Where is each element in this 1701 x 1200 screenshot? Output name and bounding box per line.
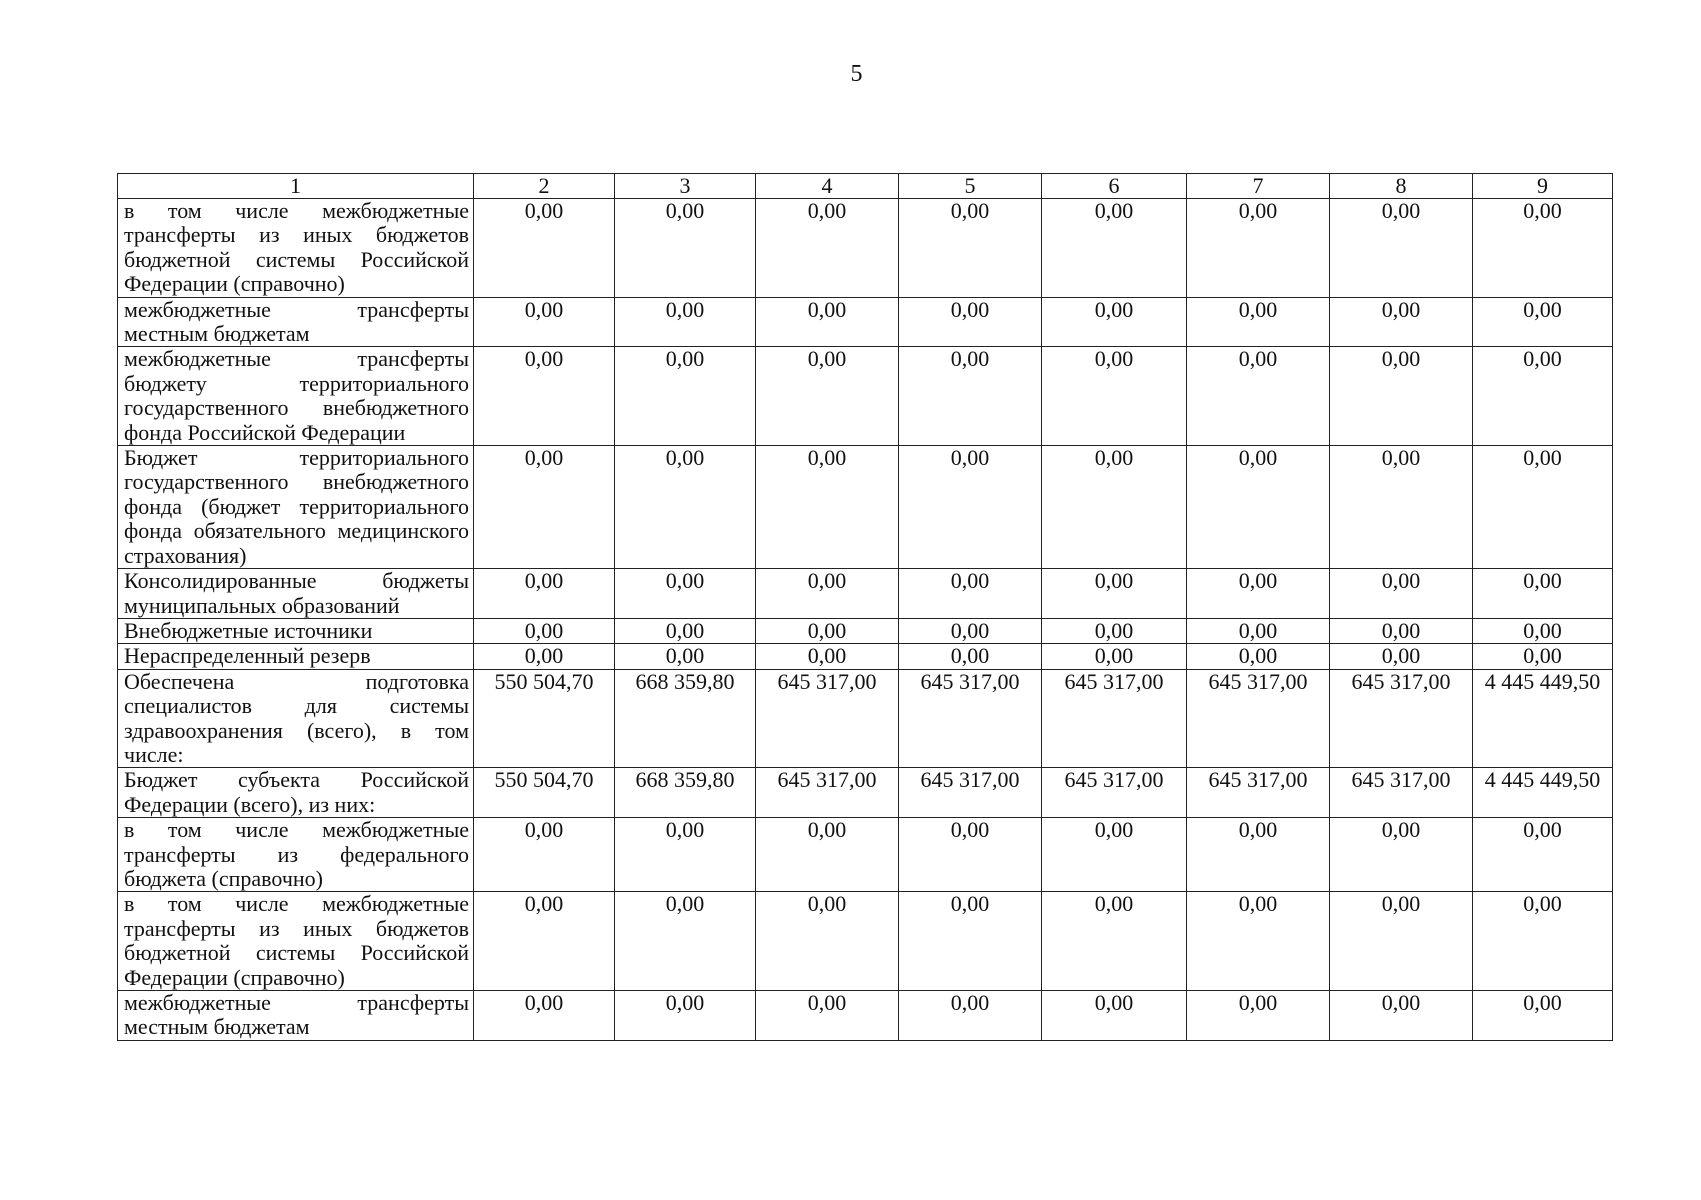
cell-value: 0,00 xyxy=(615,569,756,619)
cell-value: 0,00 xyxy=(756,347,899,446)
cell-value: 0,00 xyxy=(1187,297,1330,347)
table-row xyxy=(118,446,1613,569)
table-body xyxy=(118,199,1613,1041)
cell-value: 0,00 xyxy=(615,892,756,991)
cell-value: 0,00 xyxy=(615,618,756,643)
cell-value: 0,00 xyxy=(615,199,756,298)
column-header: 8 xyxy=(1330,174,1473,199)
cell-value: 0,00 xyxy=(756,297,899,347)
cell-value: 0,00 xyxy=(474,297,615,347)
cell-value: 0,00 xyxy=(1330,618,1473,643)
cell-value: 0,00 xyxy=(1042,569,1187,619)
cell-value: 0,00 xyxy=(1473,297,1613,347)
row-label: в том числе межбюджетные трансферты из иных бюджетов бюджетной системы Российской Федерации (справочно) xyxy=(118,892,474,991)
cell-value: 645 317,00 xyxy=(756,768,899,818)
cell-value: 0,00 xyxy=(756,446,899,569)
cell-value: 0,00 xyxy=(756,644,899,669)
cell-value: 0,00 xyxy=(756,199,899,298)
cell-value: 0,00 xyxy=(1042,818,1187,892)
cell-value: 0,00 xyxy=(1330,991,1473,1041)
cell-value: 0,00 xyxy=(1187,347,1330,446)
cell-value: 645 317,00 xyxy=(899,669,1042,768)
table-row xyxy=(118,644,1613,669)
cell-value: 0,00 xyxy=(1330,199,1473,298)
cell-value: 550 504,70 xyxy=(474,669,615,768)
cell-value: 0,00 xyxy=(1042,618,1187,643)
row-label: Бюджет территориального государственного внебюджетного фонда (бюджет территориального фонда обязательного медицинского страхования) xyxy=(118,446,474,569)
cell-value: 0,00 xyxy=(474,446,615,569)
table-row xyxy=(118,768,1613,818)
table-row xyxy=(118,818,1613,892)
cell-value: 0,00 xyxy=(1187,618,1330,643)
row-label: в том числе межбюджетные трансферты из иных бюджетов бюджетной системы Российской Федерации (справочно) xyxy=(118,199,474,298)
cell-value: 0,00 xyxy=(756,991,899,1041)
cell-value: 0,00 xyxy=(474,644,615,669)
cell-value: 0,00 xyxy=(1042,644,1187,669)
cell-value: 0,00 xyxy=(1042,991,1187,1041)
cell-value: 0,00 xyxy=(1187,446,1330,569)
cell-value: 0,00 xyxy=(1473,818,1613,892)
cell-value: 0,00 xyxy=(899,446,1042,569)
cell-value: 0,00 xyxy=(1473,446,1613,569)
cell-value: 0,00 xyxy=(1330,446,1473,569)
cell-value: 0,00 xyxy=(899,199,1042,298)
column-header: 6 xyxy=(1042,174,1187,199)
cell-value: 0,00 xyxy=(899,347,1042,446)
table-row xyxy=(118,892,1613,991)
cell-value: 0,00 xyxy=(1042,446,1187,569)
row-label: в том числе межбюджетные трансферты из федерального бюджета (справочно) xyxy=(118,818,474,892)
cell-value: 4 445 449,50 xyxy=(1473,768,1613,818)
cell-value: 4 445 449,50 xyxy=(1473,669,1613,768)
cell-value: 668 359,80 xyxy=(615,768,756,818)
cell-value: 0,00 xyxy=(899,644,1042,669)
cell-value: 0,00 xyxy=(1187,991,1330,1041)
cell-value: 550 504,70 xyxy=(474,768,615,818)
table-row xyxy=(118,347,1613,446)
cell-value: 0,00 xyxy=(1187,199,1330,298)
cell-value: 0,00 xyxy=(615,818,756,892)
cell-value: 668 359,80 xyxy=(615,669,756,768)
cell-value: 645 317,00 xyxy=(899,768,1042,818)
column-header: 3 xyxy=(615,174,756,199)
cell-value: 0,00 xyxy=(615,644,756,669)
column-header: 9 xyxy=(1473,174,1613,199)
row-label: Бюджет субъекта Российской Федерации (всего), из них: xyxy=(118,768,474,818)
cell-value: 0,00 xyxy=(1042,347,1187,446)
cell-value: 0,00 xyxy=(1473,347,1613,446)
cell-value: 0,00 xyxy=(474,347,615,446)
cell-value: 0,00 xyxy=(1042,199,1187,298)
row-label: Внебюджетные источники xyxy=(118,618,474,643)
cell-value: 645 317,00 xyxy=(1330,768,1473,818)
page-number: 5 xyxy=(850,61,863,87)
cell-value: 0,00 xyxy=(899,991,1042,1041)
cell-value: 0,00 xyxy=(899,618,1042,643)
cell-value: 0,00 xyxy=(474,569,615,619)
cell-value: 0,00 xyxy=(474,892,615,991)
column-header: 7 xyxy=(1187,174,1330,199)
cell-value: 0,00 xyxy=(615,347,756,446)
row-label: межбюджетные трансферты местным бюджетам xyxy=(118,991,474,1041)
row-label: межбюджетные трансферты бюджету территориального государственного внебюджетного фонда Российской Федерации xyxy=(118,347,474,446)
cell-value: 0,00 xyxy=(1187,569,1330,619)
row-label: Нераспределенный резерв xyxy=(118,644,474,669)
cell-value: 0,00 xyxy=(1330,892,1473,991)
cell-value: 0,00 xyxy=(615,297,756,347)
row-label: Обеспечена подготовка специалистов для системы здравоохранения (всего), в том числе: xyxy=(118,669,474,768)
cell-value: 0,00 xyxy=(1473,991,1613,1041)
cell-value: 0,00 xyxy=(756,569,899,619)
cell-value: 0,00 xyxy=(1330,644,1473,669)
cell-value: 0,00 xyxy=(1042,297,1187,347)
table-row xyxy=(118,199,1613,298)
table-row xyxy=(118,618,1613,643)
column-number-row xyxy=(118,174,1613,199)
cell-value: 0,00 xyxy=(1187,644,1330,669)
cell-value: 0,00 xyxy=(1473,199,1613,298)
cell-value: 0,00 xyxy=(756,892,899,991)
cell-value: 0,00 xyxy=(615,991,756,1041)
cell-value: 0,00 xyxy=(1330,569,1473,619)
cell-value: 645 317,00 xyxy=(756,669,899,768)
budget-table xyxy=(117,173,1613,1041)
column-header: 4 xyxy=(756,174,899,199)
cell-value: 0,00 xyxy=(756,618,899,643)
cell-value: 0,00 xyxy=(474,818,615,892)
cell-value: 645 317,00 xyxy=(1042,768,1187,818)
cell-value: 645 317,00 xyxy=(1187,669,1330,768)
cell-value: 0,00 xyxy=(474,991,615,1041)
cell-value: 645 317,00 xyxy=(1042,669,1187,768)
cell-value: 0,00 xyxy=(899,818,1042,892)
cell-value: 0,00 xyxy=(1187,818,1330,892)
column-header: 2 xyxy=(474,174,615,199)
row-label: Консолидированные бюджеты муниципальных образований xyxy=(118,569,474,619)
cell-value: 0,00 xyxy=(1330,818,1473,892)
cell-value: 0,00 xyxy=(1473,892,1613,991)
cell-value: 0,00 xyxy=(1330,347,1473,446)
table-row xyxy=(118,669,1613,768)
cell-value: 0,00 xyxy=(899,297,1042,347)
column-header: 1 xyxy=(118,174,474,199)
column-header: 5 xyxy=(899,174,1042,199)
table-row xyxy=(118,991,1613,1041)
cell-value: 0,00 xyxy=(474,618,615,643)
cell-value: 0,00 xyxy=(1330,297,1473,347)
cell-value: 0,00 xyxy=(1473,569,1613,619)
cell-value: 0,00 xyxy=(474,199,615,298)
cell-value: 0,00 xyxy=(1473,644,1613,669)
row-label: межбюджетные трансферты местным бюджетам xyxy=(118,297,474,347)
cell-value: 0,00 xyxy=(1042,892,1187,991)
table-row xyxy=(118,297,1613,347)
cell-value: 645 317,00 xyxy=(1187,768,1330,818)
cell-value: 0,00 xyxy=(756,818,899,892)
cell-value: 0,00 xyxy=(899,892,1042,991)
cell-value: 645 317,00 xyxy=(1330,669,1473,768)
table-row xyxy=(118,569,1613,619)
cell-value: 0,00 xyxy=(1187,892,1330,991)
cell-value: 0,00 xyxy=(615,446,756,569)
cell-value: 0,00 xyxy=(1473,618,1613,643)
cell-value: 0,00 xyxy=(899,569,1042,619)
